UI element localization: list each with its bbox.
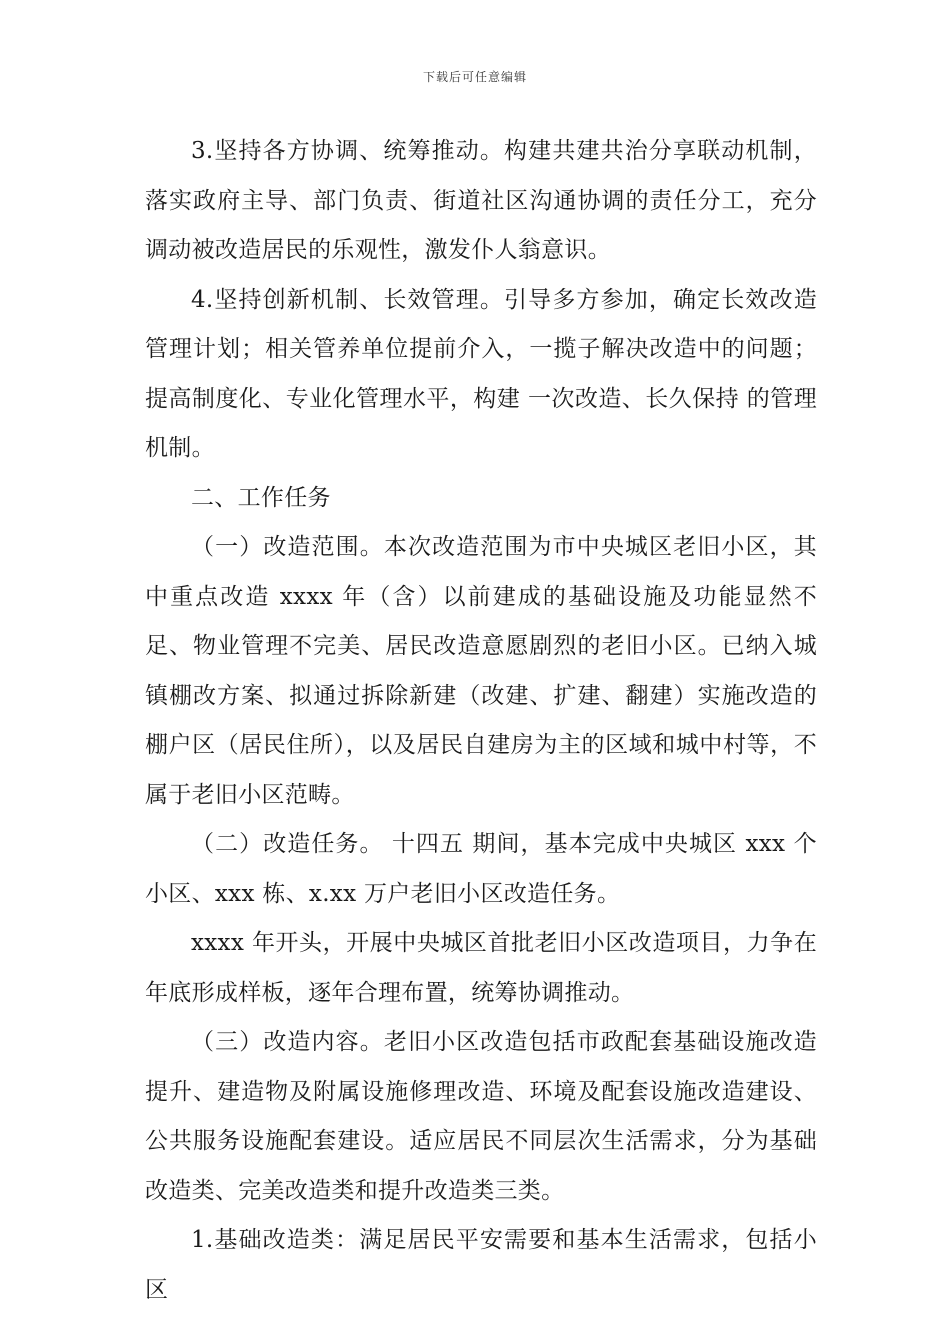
- paragraph-content: （三）改造内容。老旧小区改造包括市政配套基础设施改造提升、建造物及附属设施修理改造、环境及配套设施改造建设、公共服务设施配套建设。适应居民不同层次生活需求，分为基础改造类、完美改造类和提升改造类三类。: [145, 1029, 817, 1204]
- paragraph-scope: （一）改造范围。本次改造范围为市中央城区老旧小区，其中重点改造 xxxx 年（含）以前建成的基础设施及功能显然不足、物业管理不完美、居民改造意愿剧烈的老旧小区。已纳入城镇棚改方案、拟通过拆除新建（改建、扩建、翻建）实施改造的棚户区（居民住所），以及居民自建房为主的区域和城中村等，不属于老旧小区范畴。: [145, 534, 817, 808]
- paragraph-principle-3: 3.坚持各方协调、统筹推动。构建共建共治分享联动机制，落实政府主导、部门负责、街道社区沟通协调的责任分工，充分调动被改造居民的乐观性，激发仆人翁意识。: [145, 138, 817, 263]
- paragraph-first-batch: xxxx 年开头，开展中央城区首批老旧小区改造项目，力争在年底形成样板，逐年合理布置，统筹协调推动。: [145, 930, 817, 1006]
- section-heading-work-tasks: 二、工作任务: [191, 484, 331, 511]
- paragraph-principle-4: 4.坚持创新机制、长效管理。引导多方参加，确定长效改造管理计划；相关管养单位提前介入，一揽子解决改造中的问题；提高制度化、专业化管理水平，构建 一次改造、长久保持 的管理机制。: [145, 286, 817, 461]
- document-body: [145, 127, 817, 1315]
- paragraph-tasks: （二）改造任务。 十四五 期间，基本完成中央城区 xxx 个小区、xxx 栋、x.xx 万户老旧小区改造任务。: [145, 831, 817, 907]
- paragraph-basic-category: 1.基础改造类：满足居民平安需要和基本生活需求，包括小区: [145, 1227, 817, 1303]
- page-header: 下载后可任意编辑: [422, 70, 527, 84]
